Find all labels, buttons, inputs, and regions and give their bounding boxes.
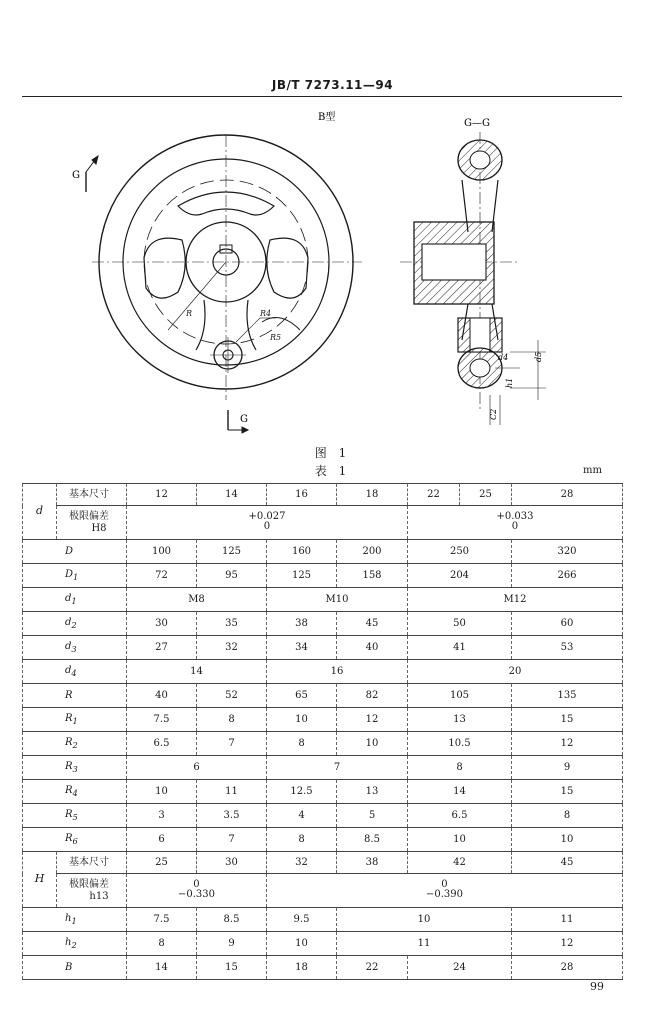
section-marker-top xyxy=(86,156,98,192)
table-row xyxy=(23,932,623,956)
cell: 158 xyxy=(337,564,408,588)
table-row xyxy=(23,780,623,804)
cell: 266 xyxy=(512,564,623,588)
cell: 6.5 xyxy=(127,732,197,756)
cell: 125 xyxy=(267,564,337,588)
H-tol-label: 极限偏差 xyxy=(69,879,109,890)
cell: 41 xyxy=(408,636,512,660)
table-row xyxy=(23,484,623,506)
label-r5: R5 xyxy=(270,333,282,342)
H-group-symbol: H xyxy=(23,852,57,908)
figure-caption: 图 1 xyxy=(314,446,351,460)
cell: 27 xyxy=(127,636,197,660)
table-row xyxy=(23,908,623,932)
cell: M8 xyxy=(127,588,267,612)
label-d5: d5 xyxy=(534,351,543,362)
cell: 38 xyxy=(267,612,337,636)
header-rule xyxy=(22,96,622,97)
cell: 72 xyxy=(127,564,197,588)
cell: 10 xyxy=(267,932,337,956)
cell: 100 xyxy=(127,540,197,564)
cell: 105 xyxy=(408,684,512,708)
cell: 42 xyxy=(408,852,512,874)
cell: 11 xyxy=(197,780,267,804)
type-label: B型 xyxy=(318,112,336,123)
row-label-R4: $R_4$ xyxy=(23,780,127,804)
table-row xyxy=(23,540,623,564)
cell: 9.5 xyxy=(267,908,337,932)
cell: 53 xyxy=(512,636,623,660)
row-label-d1: $d_1$ xyxy=(23,588,127,612)
table-row xyxy=(23,708,623,732)
table-caption: 表 1 xyxy=(314,464,351,478)
cell: 45 xyxy=(337,612,408,636)
cell: 38 xyxy=(337,852,408,874)
cell: 24 xyxy=(408,956,512,980)
cell: 6.5 xyxy=(408,804,512,828)
table-row xyxy=(23,804,623,828)
cell: 52 xyxy=(197,684,267,708)
cell: 10 xyxy=(512,828,623,852)
cell: 60 xyxy=(512,612,623,636)
cell: 7 xyxy=(197,828,267,852)
cell: 11 xyxy=(337,932,512,956)
cell: 25 xyxy=(460,484,512,506)
cell: 135 xyxy=(512,684,623,708)
row-label-D: D xyxy=(23,540,127,564)
d-tol-grade: H8 xyxy=(91,522,107,534)
cell: 7.5 xyxy=(127,908,197,932)
H-tol-a: 0 −0.330 xyxy=(127,874,267,908)
cell: 28 xyxy=(512,484,623,506)
label-c2: C2 xyxy=(489,408,498,420)
cell: 8 xyxy=(512,804,623,828)
cell: 10.5 xyxy=(408,732,512,756)
table-row xyxy=(23,684,623,708)
cell: 8 xyxy=(127,932,197,956)
cell: 9 xyxy=(197,932,267,956)
cell: 20 xyxy=(408,660,623,684)
cell: 30 xyxy=(127,612,197,636)
cell: 12 xyxy=(337,708,408,732)
row-label-d3: $d_3$ xyxy=(23,636,127,660)
cell: 50 xyxy=(408,612,512,636)
row-label-R2: $R_2$ xyxy=(23,732,127,756)
cell: 22 xyxy=(408,484,460,506)
cell: M12 xyxy=(408,588,623,612)
cell: 7.5 xyxy=(127,708,197,732)
table-row xyxy=(23,636,623,660)
d-tol-label: 极限偏差 xyxy=(69,511,109,522)
cell: 82 xyxy=(337,684,408,708)
table-row xyxy=(23,852,623,874)
table-row xyxy=(23,660,623,684)
cell: 18 xyxy=(267,956,337,980)
cell: 8.5 xyxy=(337,828,408,852)
section-label: G—G xyxy=(464,118,490,129)
table-row xyxy=(23,828,623,852)
label-h1: h1 xyxy=(505,377,514,388)
cell: 32 xyxy=(267,852,337,874)
H-tol-grade: h13 xyxy=(89,890,109,902)
cell: 8 xyxy=(267,828,337,852)
cell: 204 xyxy=(408,564,512,588)
label-r: R xyxy=(186,309,193,318)
table-row xyxy=(23,756,623,780)
cell: 16 xyxy=(267,484,337,506)
d-tol-label-cell xyxy=(57,506,127,540)
spec-table xyxy=(22,483,623,980)
marker-g-bottom: G xyxy=(240,414,248,425)
cell: 40 xyxy=(337,636,408,660)
cell: 15 xyxy=(512,780,623,804)
row-label-d4: $d_4$ xyxy=(23,660,127,684)
cell: 30 xyxy=(197,852,267,874)
row-label-R3: $R_3$ xyxy=(23,756,127,780)
label-r4: R4 xyxy=(260,309,272,318)
cell: 6 xyxy=(127,828,197,852)
row-label-h2: $h_2$ xyxy=(23,932,127,956)
cell: 12 xyxy=(512,932,623,956)
cell: 13 xyxy=(408,708,512,732)
cell: 40 xyxy=(127,684,197,708)
cell: 9 xyxy=(512,756,623,780)
row-label-R: R xyxy=(23,684,127,708)
unit-label: mm xyxy=(583,465,602,476)
cell: 13 xyxy=(337,780,408,804)
d-base-label: 基本尺寸 xyxy=(57,484,127,506)
cell: 22 xyxy=(337,956,408,980)
cell: 16 xyxy=(267,660,408,684)
standard-header: JB/T 7273.11—94 xyxy=(271,78,394,92)
label-d4: d4 xyxy=(498,353,509,362)
row-label-d2: $d_2$ xyxy=(23,612,127,636)
cell: 200 xyxy=(337,540,408,564)
cell: 12 xyxy=(512,732,623,756)
cell: 7 xyxy=(267,756,408,780)
cell: 95 xyxy=(197,564,267,588)
cell: 10 xyxy=(337,908,512,932)
row-label-h1: $h_1$ xyxy=(23,908,127,932)
cell: 8 xyxy=(197,708,267,732)
table-row xyxy=(23,874,623,908)
spoke-lower-right xyxy=(262,318,300,331)
marker-g-top: G xyxy=(72,170,80,181)
row-label-R1: $R_1$ xyxy=(23,708,127,732)
cell: 10 xyxy=(267,708,337,732)
d-tol-a: +0.027 0 xyxy=(127,506,408,540)
cell: 28 xyxy=(512,956,623,980)
cell: M10 xyxy=(267,588,408,612)
table-row xyxy=(23,588,623,612)
cell: 5 xyxy=(337,804,408,828)
cell: 8.5 xyxy=(197,908,267,932)
row-label-D1: $D_1$ xyxy=(23,564,127,588)
cell: 8 xyxy=(408,756,512,780)
cell: 3.5 xyxy=(197,804,267,828)
cell: 35 xyxy=(197,612,267,636)
cell: 125 xyxy=(197,540,267,564)
cell: 160 xyxy=(267,540,337,564)
cell: 250 xyxy=(408,540,512,564)
cell: 14 xyxy=(127,660,267,684)
cell: 45 xyxy=(512,852,623,874)
cell: 3 xyxy=(127,804,197,828)
H-tol-b: 0 −0.390 xyxy=(267,874,623,908)
window-right xyxy=(267,238,308,298)
cell: 14 xyxy=(197,484,267,506)
page-number: 99 xyxy=(590,980,604,993)
cell: 320 xyxy=(512,540,623,564)
H-tol-label-cell xyxy=(57,874,127,908)
cell: 10 xyxy=(408,828,512,852)
cell: 8 xyxy=(267,732,337,756)
cell: 4 xyxy=(267,804,337,828)
cell: 15 xyxy=(512,708,623,732)
cell: 10 xyxy=(337,732,408,756)
row-label-R5: $R_5$ xyxy=(23,804,127,828)
front-view xyxy=(92,135,362,400)
section-view xyxy=(400,132,546,425)
table-row xyxy=(23,506,623,540)
cell: 12.5 xyxy=(267,780,337,804)
cell: 65 xyxy=(267,684,337,708)
cell: 6 xyxy=(127,756,267,780)
cell: 18 xyxy=(337,484,408,506)
cell: 14 xyxy=(127,956,197,980)
d-tol-b: +0.033 0 xyxy=(408,506,623,540)
table-row xyxy=(23,732,623,756)
bore-section xyxy=(422,244,486,280)
H-base-label: 基本尺寸 xyxy=(57,852,127,874)
radius-r-leader xyxy=(168,262,226,330)
row-label-B: B xyxy=(23,956,127,980)
handwheel-drawing xyxy=(0,100,665,440)
d-group-symbol: d xyxy=(23,484,57,540)
cell: 14 xyxy=(408,780,512,804)
cell: 32 xyxy=(197,636,267,660)
cell: 12 xyxy=(127,484,197,506)
table-row xyxy=(23,564,623,588)
window-left xyxy=(144,238,185,298)
table-row xyxy=(23,612,623,636)
cell: 34 xyxy=(267,636,337,660)
cell: 10 xyxy=(127,780,197,804)
cell: 15 xyxy=(197,956,267,980)
cell: 11 xyxy=(512,908,623,932)
table-row xyxy=(23,956,623,980)
cell: 7 xyxy=(197,732,267,756)
cell: 25 xyxy=(127,852,197,874)
row-label-R6: $R_6$ xyxy=(23,828,127,852)
